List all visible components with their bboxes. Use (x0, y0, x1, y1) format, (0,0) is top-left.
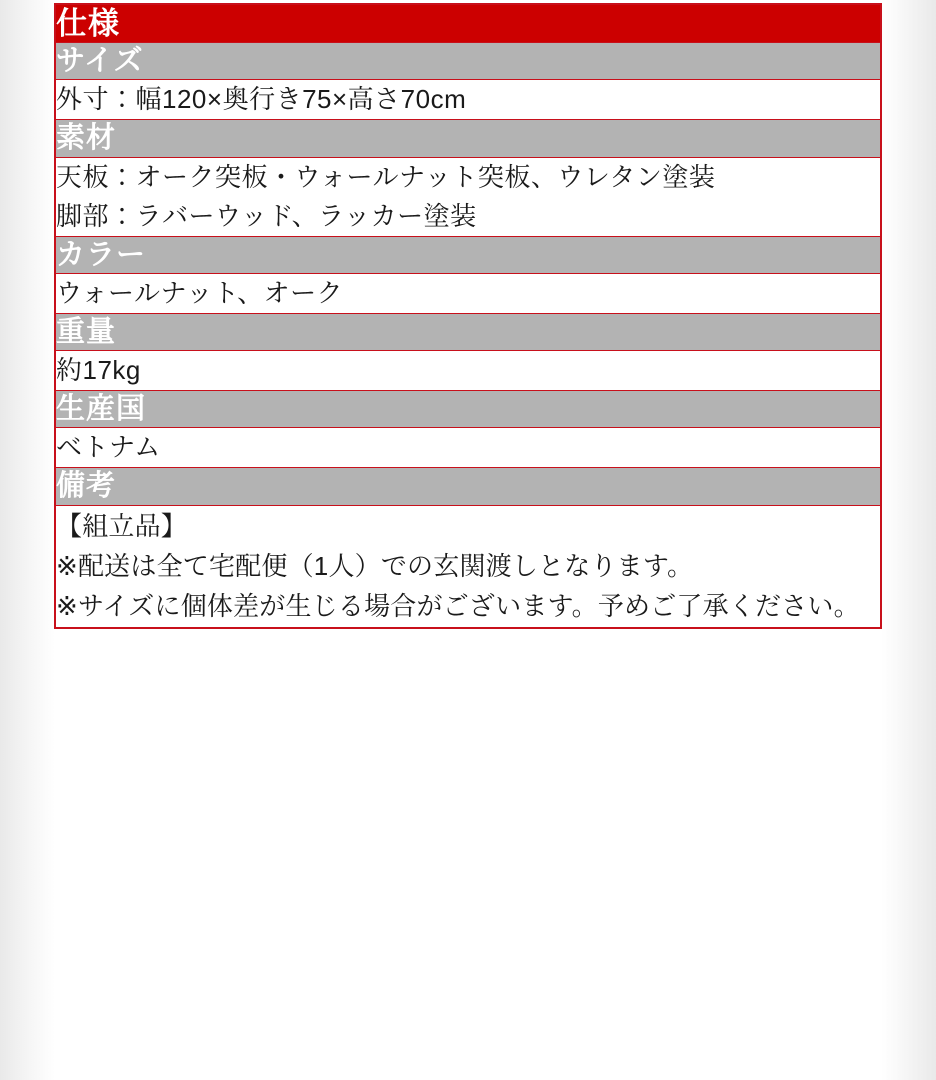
spec-value-cell (56, 273, 881, 313)
spec-header-material (56, 120, 881, 157)
spec-value-size (56, 80, 881, 120)
page-edge-left (0, 0, 55, 1080)
spec-value-line: 脚部：ラバーウッド、ラッカー塗装 (56, 200, 477, 231)
spec-value-cell (56, 351, 881, 391)
spec-header-remarks (56, 468, 881, 505)
spec-value-line: 外寸：幅120×奥行き75×高さ70cm (56, 84, 467, 115)
spec-header-country (56, 391, 881, 428)
spec-value-remarks (56, 505, 881, 627)
spec-value-cell (56, 428, 881, 468)
spec-remarks-line: ※配送は全て宅配便（1人）での玄関渡しとなります。 (56, 550, 694, 581)
spec-value-line: ベトナム (56, 432, 161, 463)
spec-title: 仕様 (56, 5, 881, 43)
spec-header-color (56, 236, 881, 273)
spec-title-row (56, 5, 881, 43)
spec-header-weight (56, 313, 881, 350)
spec-value-cell (56, 80, 881, 120)
spec-value-line: ウォールナット、オーク (56, 277, 344, 308)
spec-header-label: 重量 (56, 313, 881, 350)
specification-table (55, 4, 881, 628)
spec-remarks-cell (56, 505, 881, 627)
spec-remarks-line: ※サイズに個体差が生じる場合がございます。予めご了承ください。 (56, 591, 860, 622)
spec-remarks-line: 【組立品】 (56, 510, 188, 541)
spec-value-cell (56, 157, 881, 236)
spec-value-color (56, 273, 881, 313)
spec-header-label: サイズ (56, 43, 881, 80)
spec-value-weight (56, 351, 881, 391)
spec-header-label: カラー (56, 236, 881, 273)
spec-header-label: 生産国 (56, 391, 881, 428)
spec-value-line: 約17kg (56, 355, 141, 386)
spec-value-line: 天板：オーク突板・ウォールナット突板、ウレタン塗装 (56, 161, 716, 192)
spec-header-size (56, 43, 881, 80)
spec-value-material (56, 157, 881, 236)
spec-header-label: 素材 (56, 120, 881, 157)
spec-header-label: 備考 (56, 468, 881, 505)
spec-value-country (56, 428, 881, 468)
page-edge-right (881, 0, 936, 1080)
